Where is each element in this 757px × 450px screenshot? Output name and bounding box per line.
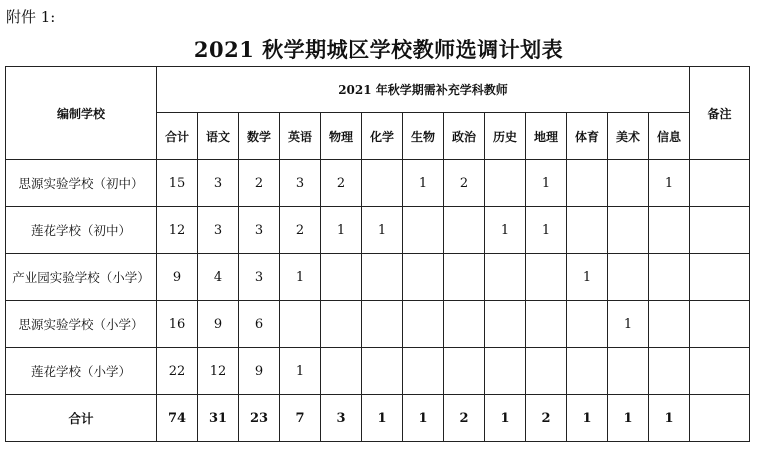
value-cell: 1 [567, 254, 608, 301]
attachment-label: 附件 1: [6, 8, 56, 26]
value-cell [485, 301, 526, 348]
value-cell: 16 [157, 301, 198, 348]
school-name: 思源实验学校（初中） [6, 160, 157, 207]
value-cell [403, 254, 444, 301]
subject-header: 数学 [239, 113, 280, 160]
value-cell: 22 [157, 348, 198, 395]
remark-cell [690, 301, 750, 348]
value-cell [444, 207, 485, 254]
value-cell: 1 [649, 395, 690, 442]
value-cell [321, 348, 362, 395]
value-cell [485, 348, 526, 395]
value-cell: 9 [198, 301, 239, 348]
value-cell [444, 254, 485, 301]
subject-header: 英语 [280, 113, 321, 160]
value-cell [444, 348, 485, 395]
value-cell: 31 [198, 395, 239, 442]
value-cell: 1 [649, 160, 690, 207]
school-name: 莲花学校（小学） [6, 348, 157, 395]
value-cell [526, 301, 567, 348]
value-cell [608, 160, 649, 207]
table-row [6, 160, 750, 207]
value-cell [649, 207, 690, 254]
value-cell [567, 160, 608, 207]
value-cell: 9 [239, 348, 280, 395]
remark-cell [690, 348, 750, 395]
school-name: 产业园实验学校（小学） [6, 254, 157, 301]
value-cell [567, 348, 608, 395]
value-cell: 3 [198, 160, 239, 207]
subject-header: 生物 [403, 113, 444, 160]
value-cell [321, 254, 362, 301]
subject-header: 合计 [157, 113, 198, 160]
subject-header: 地理 [526, 113, 567, 160]
header-remark: 备注 [690, 67, 750, 160]
value-cell [649, 254, 690, 301]
value-cell: 1 [362, 207, 403, 254]
value-cell [567, 301, 608, 348]
value-cell: 1 [608, 301, 649, 348]
subject-header: 美术 [608, 113, 649, 160]
value-cell: 2 [280, 207, 321, 254]
value-cell: 9 [157, 254, 198, 301]
value-cell: 3 [198, 207, 239, 254]
value-cell [526, 348, 567, 395]
value-cell: 6 [239, 301, 280, 348]
header-group: 2021 年秋学期需补充学科教师 [157, 67, 690, 113]
subject-header: 物理 [321, 113, 362, 160]
value-cell: 74 [157, 395, 198, 442]
value-cell: 7 [280, 395, 321, 442]
value-cell: 1 [567, 395, 608, 442]
table-row [6, 254, 750, 301]
subject-header: 政治 [444, 113, 485, 160]
value-cell [362, 160, 403, 207]
school-name: 思源实验学校（小学） [6, 301, 157, 348]
teacher-plan-table [5, 66, 750, 442]
value-cell [608, 348, 649, 395]
value-cell: 2 [321, 160, 362, 207]
value-cell [362, 348, 403, 395]
value-cell [608, 207, 649, 254]
value-cell [608, 254, 649, 301]
value-cell: 1 [403, 395, 444, 442]
value-cell: 1 [280, 254, 321, 301]
value-cell [526, 254, 567, 301]
subject-header: 语文 [198, 113, 239, 160]
remark-cell [690, 207, 750, 254]
value-cell: 2 [239, 160, 280, 207]
value-cell [362, 301, 403, 348]
value-cell [485, 254, 526, 301]
remark-cell [690, 160, 750, 207]
value-cell: 1 [485, 207, 526, 254]
header-school: 编制学校 [6, 67, 157, 160]
subject-header: 历史 [485, 113, 526, 160]
value-cell [444, 301, 485, 348]
value-cell [321, 301, 362, 348]
value-cell [649, 301, 690, 348]
value-cell: 1 [362, 395, 403, 442]
value-cell [403, 207, 444, 254]
total-row [6, 395, 750, 442]
value-cell: 1 [485, 395, 526, 442]
value-cell [403, 348, 444, 395]
value-cell: 3 [321, 395, 362, 442]
table-row [6, 207, 750, 254]
page-title: 2021 秋学期城区学校教师选调计划表 [193, 37, 564, 62]
value-cell: 1 [608, 395, 649, 442]
value-cell: 3 [239, 254, 280, 301]
school-name: 莲花学校（初中） [6, 207, 157, 254]
table-row [6, 301, 750, 348]
value-cell: 2 [444, 160, 485, 207]
value-cell: 1 [280, 348, 321, 395]
table-body [6, 67, 750, 442]
value-cell: 1 [403, 160, 444, 207]
value-cell: 12 [157, 207, 198, 254]
value-cell [403, 301, 444, 348]
value-cell: 1 [526, 160, 567, 207]
subject-header: 体育 [567, 113, 608, 160]
subject-header: 化学 [362, 113, 403, 160]
value-cell: 23 [239, 395, 280, 442]
school-name: 合计 [6, 395, 157, 442]
value-cell: 2 [526, 395, 567, 442]
value-cell [280, 301, 321, 348]
value-cell: 1 [526, 207, 567, 254]
value-cell [567, 207, 608, 254]
value-cell: 2 [444, 395, 485, 442]
remark-cell [690, 254, 750, 301]
table-row [6, 348, 750, 395]
value-cell: 4 [198, 254, 239, 301]
remark-cell [690, 395, 750, 442]
value-cell [485, 160, 526, 207]
subject-header: 信息 [649, 113, 690, 160]
value-cell [362, 254, 403, 301]
value-cell: 1 [321, 207, 362, 254]
value-cell: 15 [157, 160, 198, 207]
value-cell [649, 348, 690, 395]
value-cell: 12 [198, 348, 239, 395]
value-cell: 3 [280, 160, 321, 207]
value-cell: 3 [239, 207, 280, 254]
